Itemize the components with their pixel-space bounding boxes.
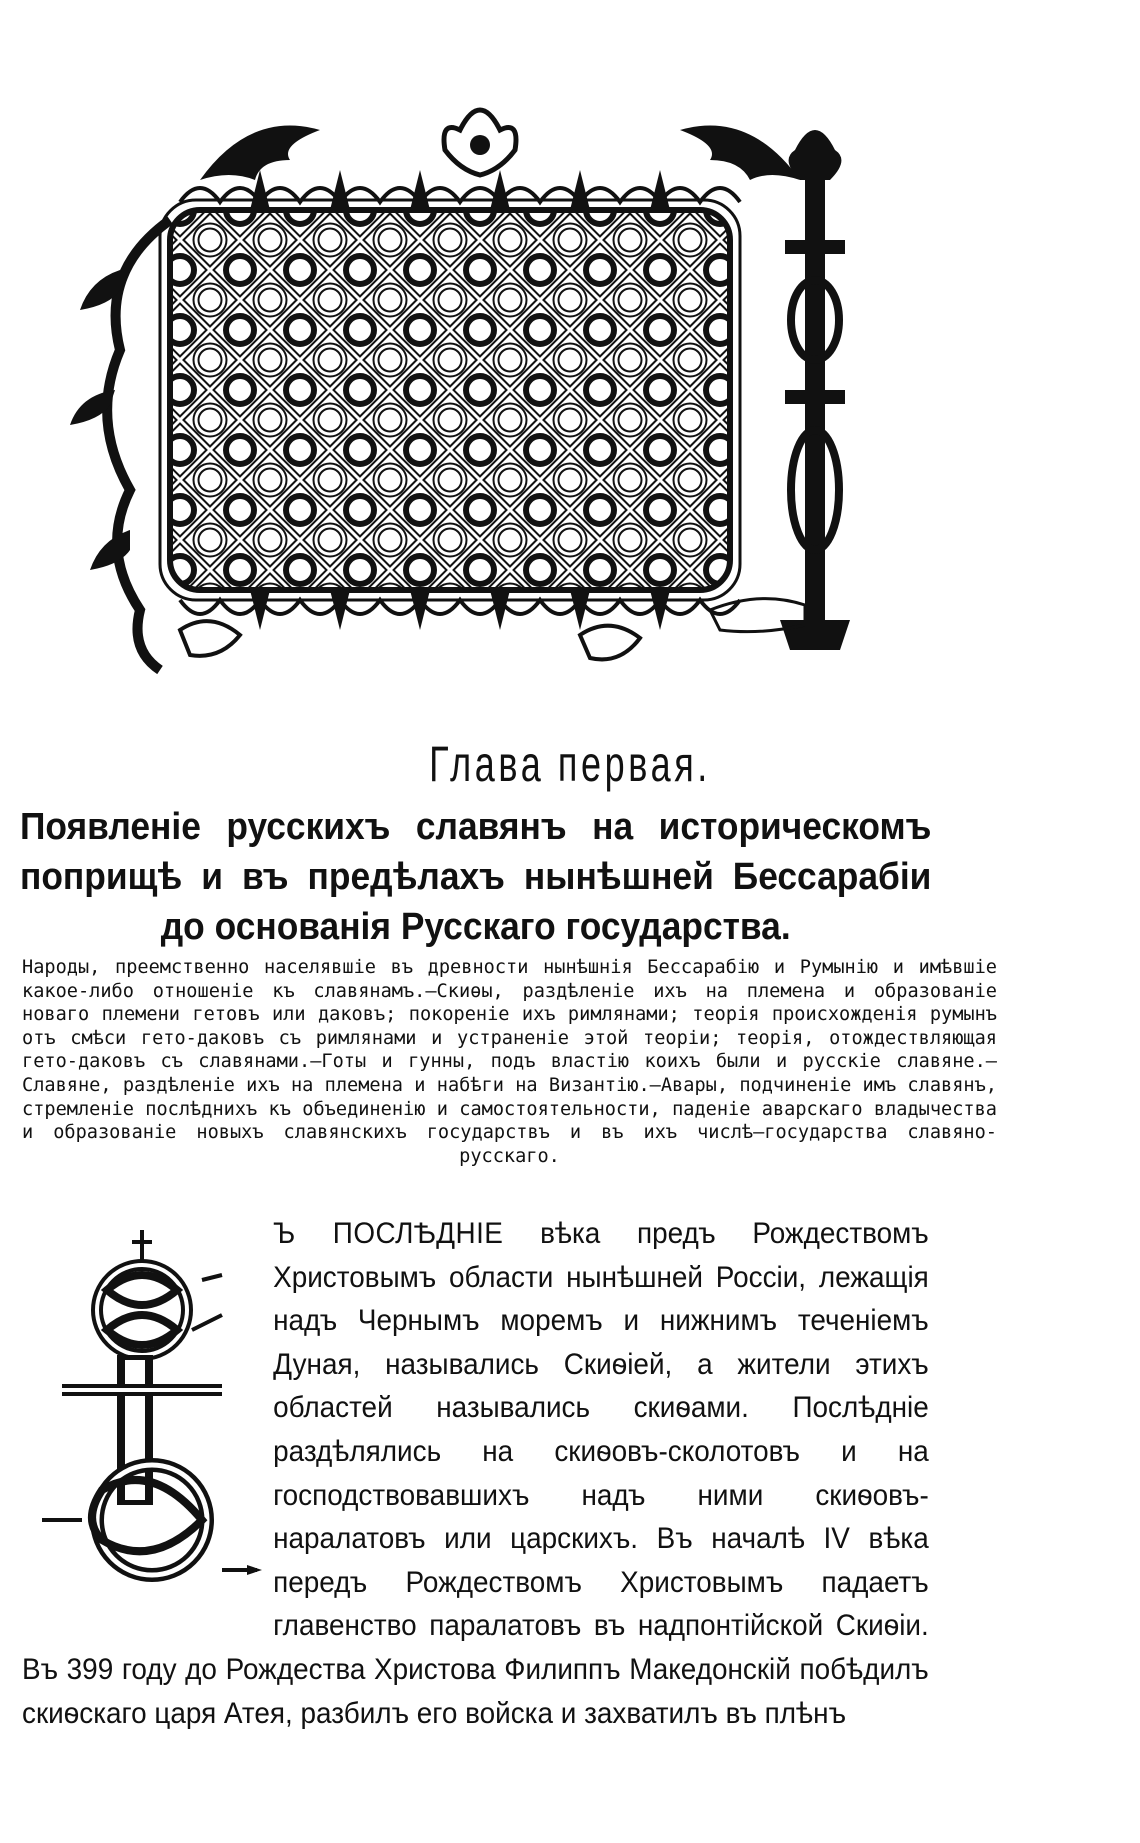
body-text	[22, 1212, 929, 1735]
chapter-heading: Появленіе русскихъ славянъ на историческомъ поприщѣ и въ предѣлахъ нынѣшней Бессарабіи до основанія Русскаго государства.	[20, 806, 932, 948]
chapter-summary: Народы, преемственно населявшіе въ древности нынѣшнія Бессарабію и Румынію и имѣвшіе какое-либо отношеніе къ славянамъ.—Скиѳы, раздѣленіе ихъ на племена и образованіе новаго племени гетовъ или даковъ; покореніе ихъ римлянами; теорія происхожденія румынъ отъ смѣси гето-даковъ съ римлянами и устраненіе этой теоріи; теорія, отождествляющая гето-даковъ съ славянами.—Готы и гунны, подъ властію коихъ были и русскіе славяне.—Славяне, раздѣленіе ихъ на племена и набѣги на Византію.—Авары, подчиненіе имъ славянъ, стремленіе послѣднихъ къ объединенію и самостоятельности, паденіе аварскаго владычества и образованіе новыхъ славянскихъ государствъ и въ ихъ числѣ—государства славяно-русскаго.	[22, 957, 997, 1167]
body-lead-words: Ъ ПОСЛѢДНІЕ	[273, 1217, 504, 1250]
headpiece-ornament	[60, 90, 940, 710]
chapter-title: Глава первая.	[429, 736, 711, 792]
body-paragraph: вѣка предъ Рождествомъ Христовымъ области нынѣшней Россіи, лежащія надъ Чернымъ моремъ и нижнимъ теченіемъ Дуная, назывались Скиѳіей, а жители этихъ областей назывались скиѳами. Послѣдніе раздѣлялись на скиѳовъ-сколотовъ и на господствовавшихъ надъ ними скиѳовъ-наралатовъ или царскихъ. Въ началѣ IV вѣка передъ Рождествомъ Христовымъ падаетъ главенство паралатовъ въ надпонтійской Скиѳіи. Въ 399 году до Рождества Христова Филиппъ Македонскій побѣдилъ скиѳскаго царя Атея, разбилъ его войска и захватилъ въ плѣнъ	[22, 1217, 929, 1730]
initial-spacer	[22, 1212, 273, 1607]
